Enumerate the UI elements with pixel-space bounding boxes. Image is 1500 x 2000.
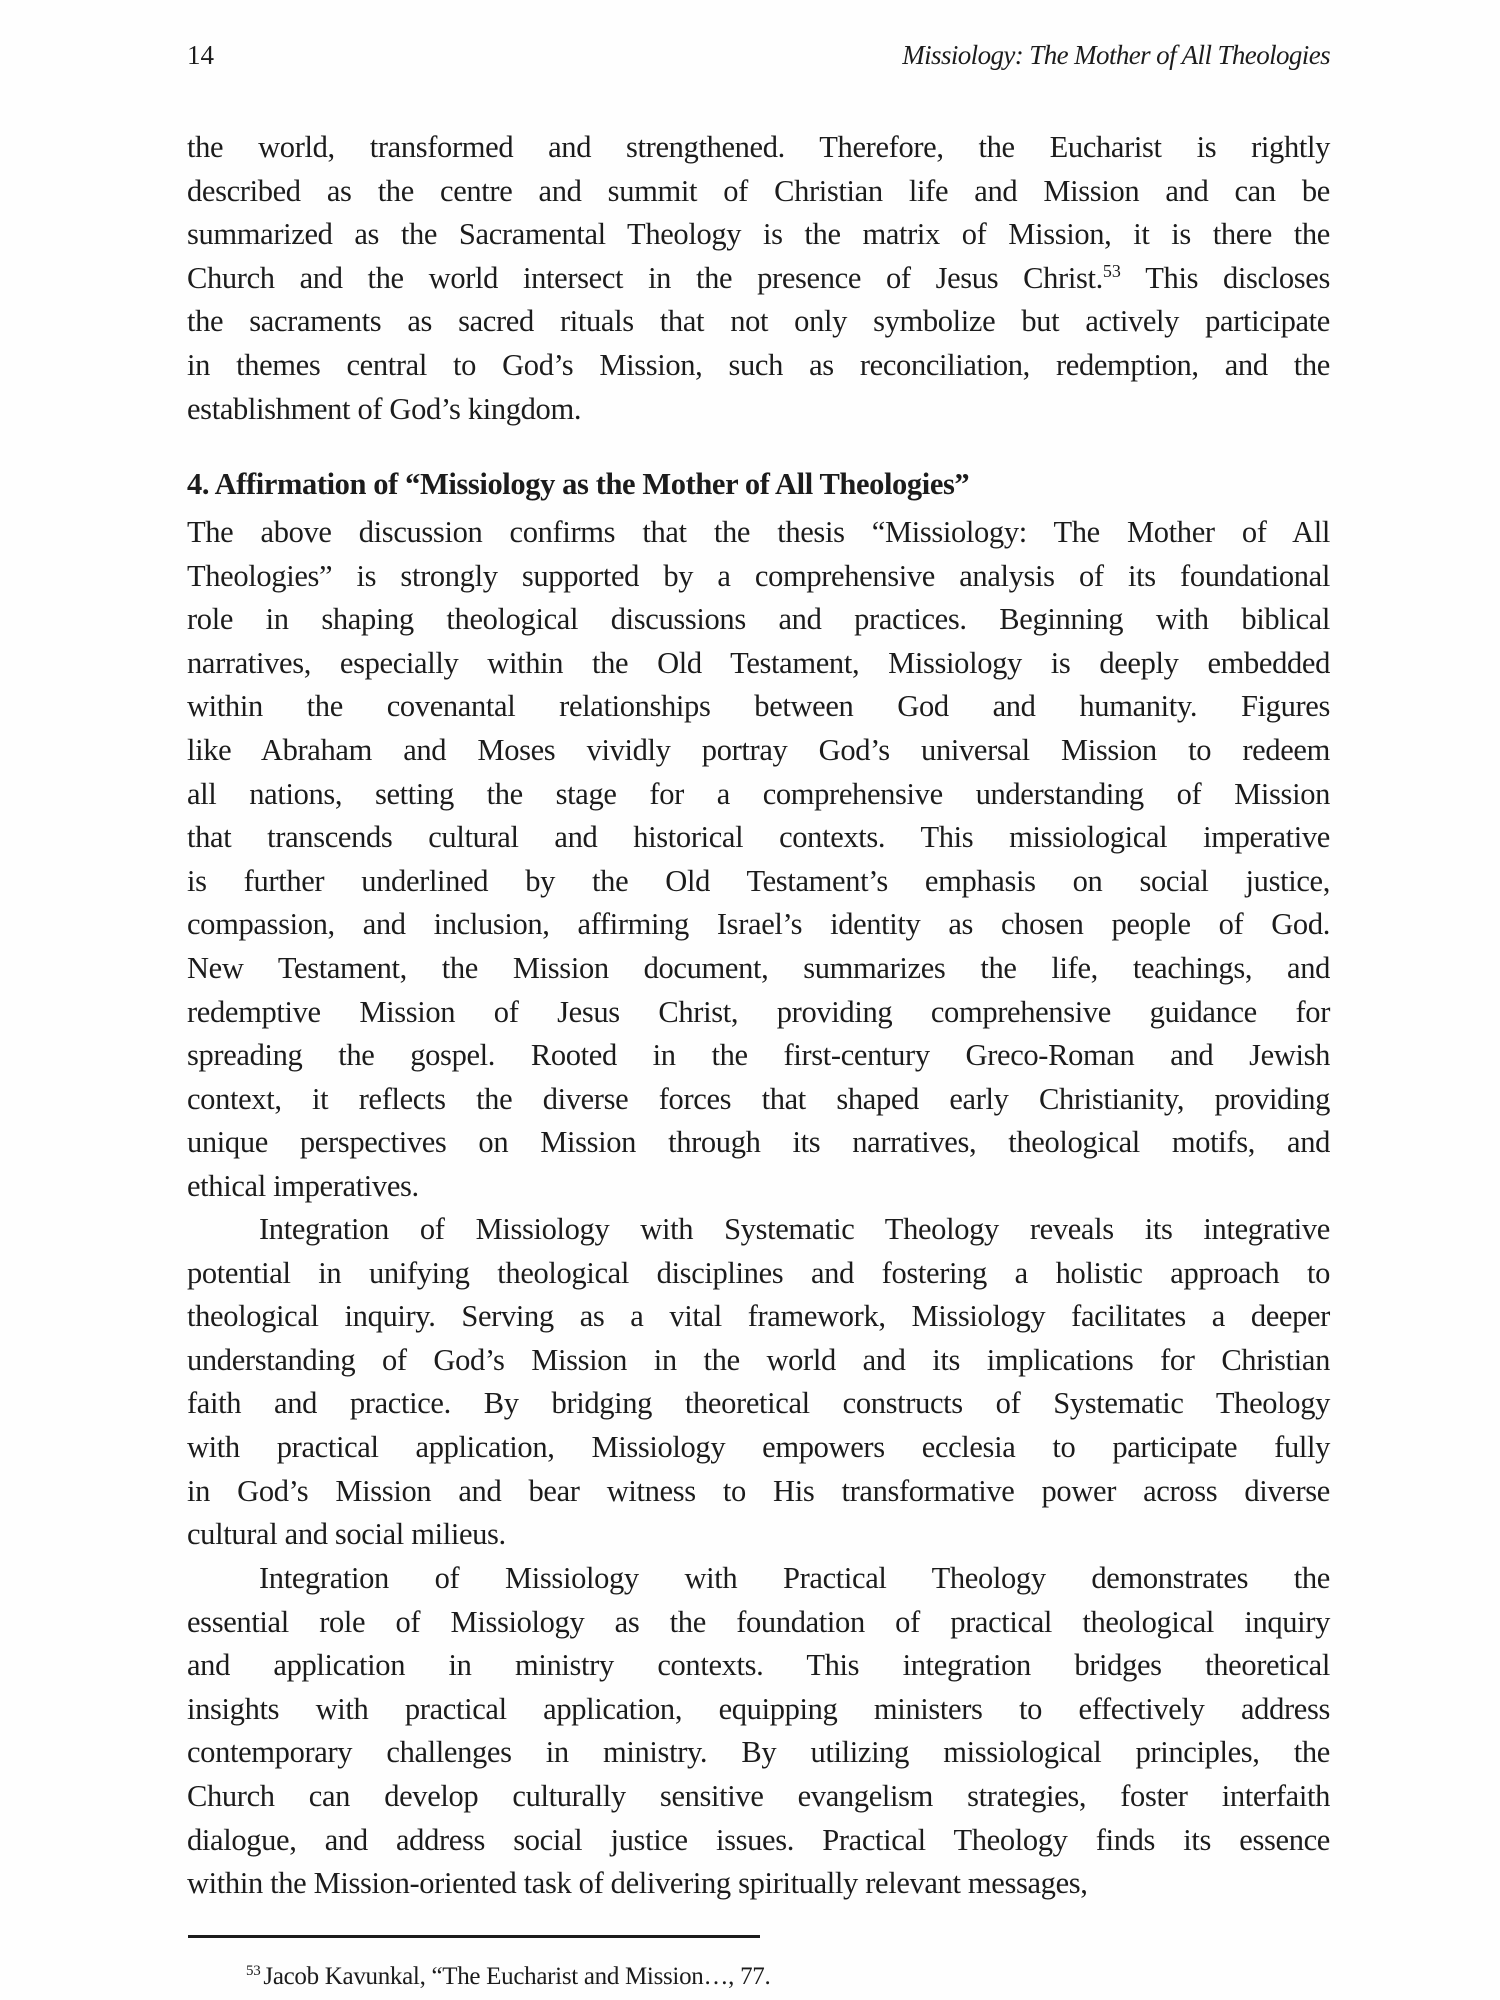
text-line: understanding of God’s Mission in the world and its implications for Christian xyxy=(187,1342,1330,1377)
footnote-divider xyxy=(188,1935,760,1938)
text-segment: This discloses xyxy=(1120,260,1330,295)
text-line: insights with practical application, equipping ministers to effectively address xyxy=(187,1691,1330,1726)
text-line: ethical imperatives. xyxy=(187,1168,419,1203)
text-line: The above discussion confirms that the thesis “Missiology: The Mother of All xyxy=(187,515,1330,549)
footnote-number: 53 xyxy=(246,1963,261,1979)
text-line: Integration of Missiology with Systematic Theology reveals its integrative xyxy=(259,1212,1330,1246)
text-line-with-footnote-ref xyxy=(187,257,1330,301)
text-line: compassion, and inclusion, affirming Israel’s identity as chosen people of God. xyxy=(187,907,1330,942)
intro-paragraph xyxy=(187,126,1330,431)
text-line: Theologies” is strongly supported by a comprehensive analysis of its foundational xyxy=(187,558,1330,593)
text-line: redemptive Mission of Jesus Christ, providing comprehensive guidance for xyxy=(187,994,1330,1029)
text-line: that transcends cultural and historical contexts. This missiological imperative xyxy=(187,820,1330,855)
text-line: potential in unifying theological disciplines and fostering a holistic approach to xyxy=(187,1255,1330,1290)
text-line: like Abraham and Moses vividly portray God’s universal Mission to redeem xyxy=(187,732,1330,767)
text-line: is further underlined by the Old Testament’s emphasis on social justice, xyxy=(187,863,1330,898)
text-line: narratives, especially within the Old Testament, Missiology is deeply embedded xyxy=(187,645,1330,680)
text-line: all nations, setting the stage for a comprehensive understanding of Mission xyxy=(187,776,1330,811)
text-line: spreading the gospel. Rooted in the first-century Greco-Roman and Jewish xyxy=(187,1038,1330,1073)
text-line: context, it reflects the diverse forces that shaped early Christianity, providing xyxy=(187,1081,1330,1116)
text-line: in God’s Mission and bear witness to His transformative power across diverse xyxy=(187,1473,1330,1508)
text-line: New Testament, the Mission document, summarizes the life, teachings, and xyxy=(187,950,1330,985)
text-line: contemporary challenges in ministry. By utilizing missiological principles, the xyxy=(187,1735,1330,1770)
text-line: the sacraments as sacred rituals that not only symbolize but actively participate xyxy=(187,304,1330,339)
text-line: theological inquiry. Serving as a vital framework, Missiology facilitates a deeper xyxy=(187,1299,1330,1334)
text-line: essential role of Missiology as the foundation of practical theological inquiry xyxy=(187,1604,1330,1639)
text-line: the world, transformed and strengthened. Therefore, the Eucharist is rightly xyxy=(187,130,1330,164)
text-line: cultural and social milieus. xyxy=(187,1517,506,1552)
running-header-title: Missiology: The Mother of All Theologies xyxy=(902,40,1330,70)
section-heading: 4. Affirmation of “Missiology as the Mother of All Theologies” xyxy=(187,467,970,501)
text-line: within the covenantal relationships between God and humanity. Figures xyxy=(187,689,1330,724)
footnote-reference[interactable]: 53 xyxy=(1102,260,1121,281)
text-line: dialogue, and address social justice issues. Practical Theology finds its essence xyxy=(187,1822,1330,1857)
text-line: unique perspectives on Mission through its narratives, theological motifs, and xyxy=(187,1125,1330,1160)
text-line: with practical application, Missiology empowers ecclesia to participate fully xyxy=(187,1429,1330,1464)
text-line: role in shaping theological discussions and practices. Beginning with biblical xyxy=(187,602,1330,637)
text-segment: Church and the world intersect in the presence of Jesus Christ. xyxy=(187,260,1103,295)
paragraph-practical-theology xyxy=(187,1557,1330,1906)
text-line: within the Mission-oriented task of delivering spiritually relevant messages, xyxy=(187,1866,1088,1901)
paragraph-systematic-theology xyxy=(187,1208,1330,1557)
page-number: 14 xyxy=(187,40,214,70)
text-line: faith and practice. By bridging theoretical constructs of Systematic Theology xyxy=(187,1386,1330,1421)
text-line: establishment of God’s kingdom. xyxy=(187,391,582,426)
text-line: Integration of Missiology with Practical Theology demonstrates the xyxy=(259,1561,1330,1595)
text-line: Church can develop culturally sensitive evangelism strategies, foster interfaith xyxy=(187,1778,1330,1813)
text-line: described as the centre and summit of Christian life and Mission and can be xyxy=(187,173,1330,208)
text-line: summarized as the Sacramental Theology is the matrix of Mission, it is there the xyxy=(187,217,1330,252)
paragraph-affirmation xyxy=(187,511,1330,1209)
text-line: and application in ministry contexts. This integration bridges theoretical xyxy=(187,1648,1330,1683)
text-line: in themes central to God’s Mission, such as reconciliation, redemption, and the xyxy=(187,347,1330,382)
footnote-text: Jacob Kavunkal, “The Eucharist and Mission…, 77. xyxy=(263,1963,771,1990)
footnote xyxy=(246,1962,770,1992)
